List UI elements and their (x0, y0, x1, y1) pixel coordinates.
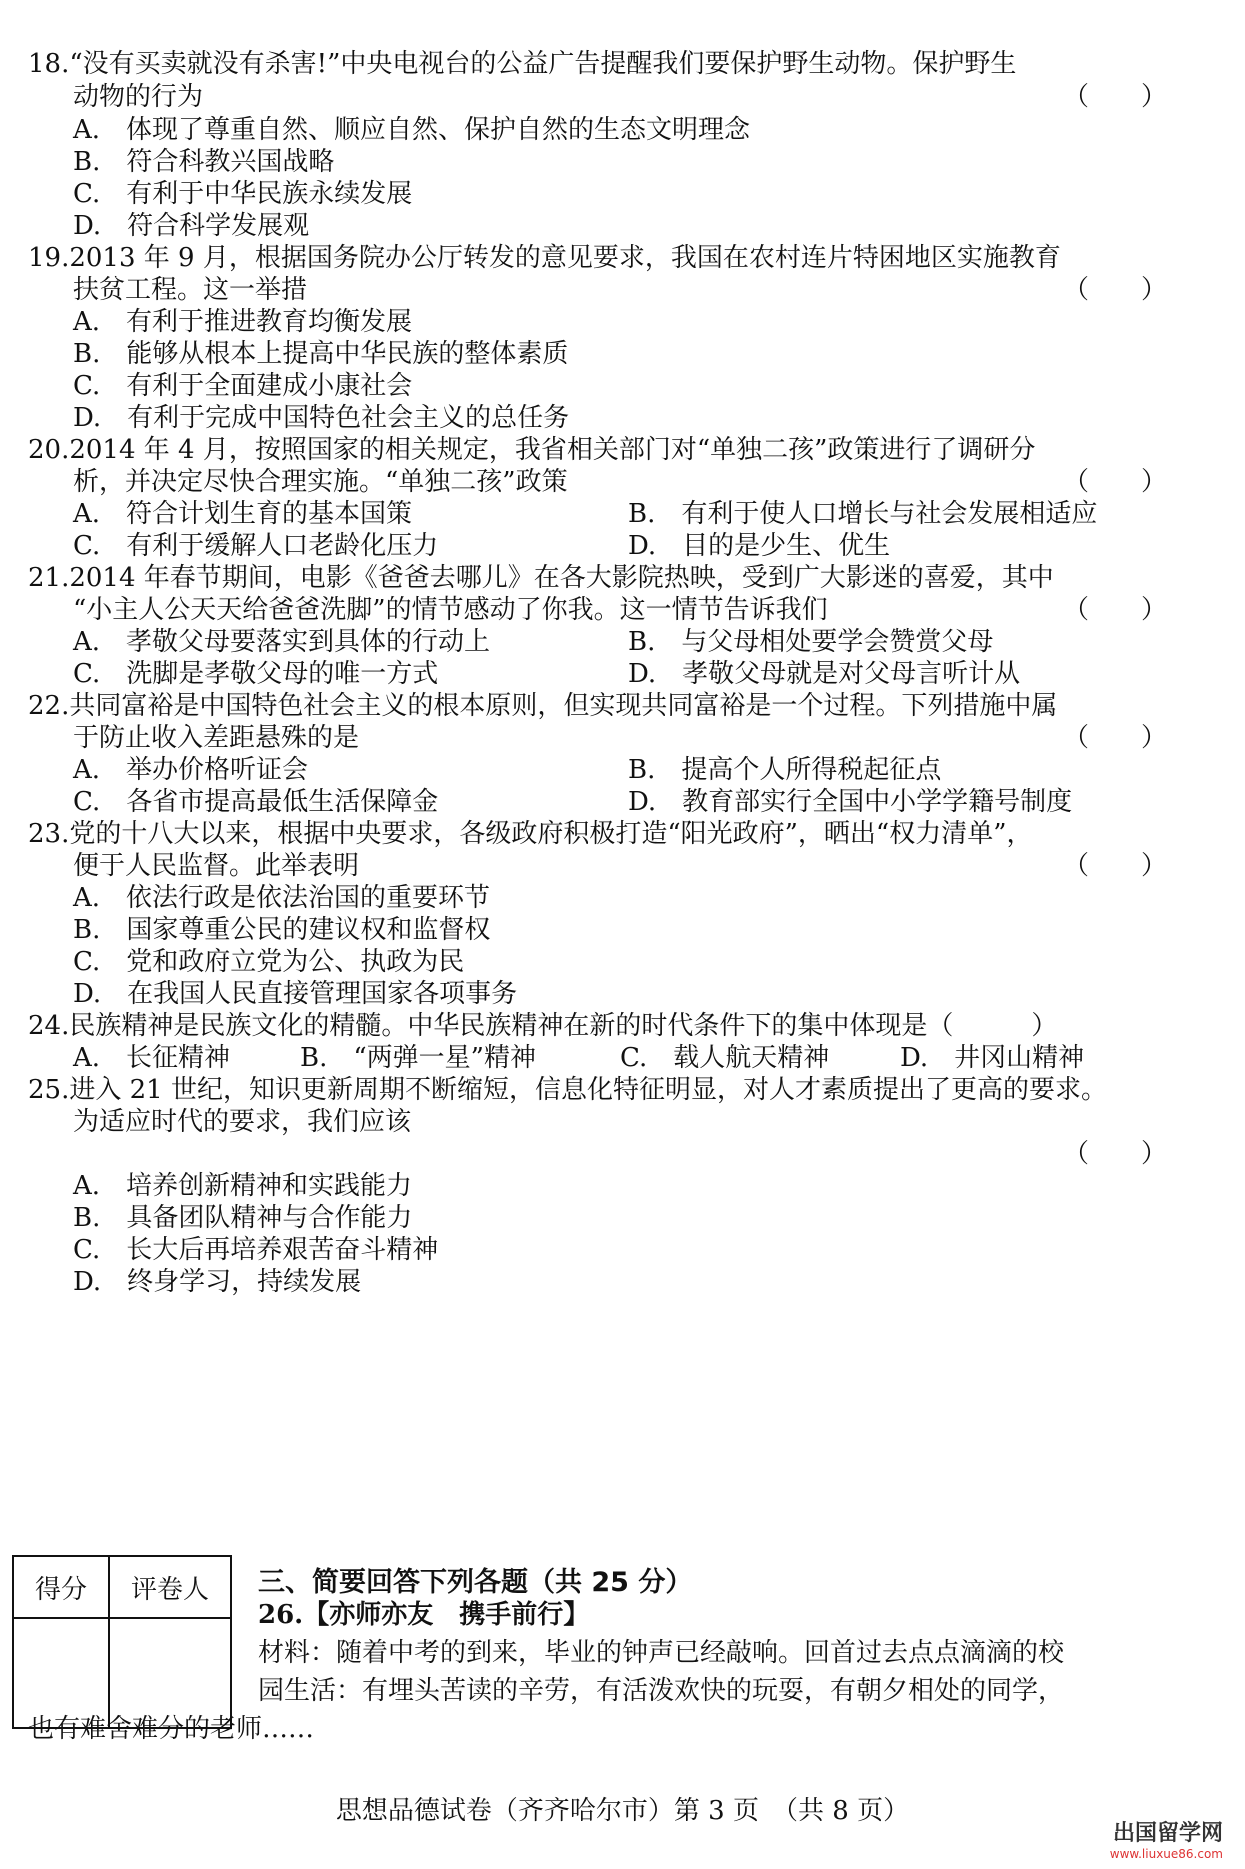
q18-answer-paren: （ ） (1062, 82, 1167, 112)
q19-option-a: A. 有利于推进教育均衡发展 (73, 307, 413, 337)
score-header-cell: 得分 (13, 1556, 109, 1618)
q22-option-a: A. 举办价格听证会 (73, 755, 309, 785)
q23-stem-line1: 23.党的十八大以来，根据中央要求，各级政府积极打造“阳光政府”，晒出“权力清单”， (28, 819, 1033, 849)
q18-option-d: D. 符合科学发展观 (73, 211, 310, 241)
q19-option-b: B. 能够从根本上提高中华民族的整体素质 (73, 339, 569, 369)
q21-option-d: D. 孝敬父母就是对父母言听计从 (628, 659, 1021, 689)
watermark-url: www.liuxue86.com (1109, 1847, 1223, 1861)
q22-stem-line2: 于防止收入差距悬殊的是 (73, 723, 360, 753)
q19-stem-line1: 19.2013 年 9 月，根据国务院办公厅转发的意见要求，我国在农村连片特困地区实施教育 (28, 243, 1061, 273)
q22-option-c: C. 各省市提高最低生活保障金 (73, 787, 439, 817)
q25-option-b: B. 具备团队精神与合作能力 (73, 1203, 413, 1233)
q25-stem-line2: 为适应时代的要求，我们应该 (73, 1107, 412, 1137)
watermark-name: 出国留学网 (1112, 1821, 1223, 1846)
q20-option-d: D. 目的是少生、优生 (628, 531, 891, 561)
q21-answer-paren: （ ） (1062, 595, 1167, 625)
q25-option-a: A. 培养创新精神和实践能力 (73, 1171, 413, 1201)
q24-stem: 24.民族精神是民族文化的精髓。中华民族精神在新的时代条件下的集中体现是（ ） (28, 1011, 1058, 1041)
q24-option-d: D. 井冈山精神 (900, 1043, 1085, 1073)
q19-option-d: D. 有利于完成中国特色社会主义的总任务 (73, 403, 570, 433)
q23-answer-paren: （ ） (1062, 851, 1167, 881)
page-footer: 思想品德试卷（齐齐哈尔市）第 3 页 （共 8 页） (335, 1796, 910, 1826)
q21-option-a: A. 孝敬父母要落实到具体的行动上 (73, 627, 491, 657)
q18-option-b: B. 符合科教兴国战略 (73, 147, 335, 177)
q24-option-c: C. 载人航天精神 (620, 1043, 830, 1073)
q26-material-line3: 也有难舍难分的老师…… (28, 1714, 315, 1744)
q25-answer-paren: （ ） (1062, 1139, 1167, 1169)
score-table (12, 1555, 232, 1729)
q18-option-c: C. 有利于中华民族永续发展 (73, 179, 413, 209)
watermark-logo (1110, 1816, 1223, 1861)
q21-stem-line1: 21.2014 年春节期间，电影《爸爸去哪儿》在各大影院热映，受到广大影迷的喜爱，其中 (28, 563, 1054, 593)
q20-option-b: B. 有利于使人口增长与社会发展相适应 (628, 499, 1098, 529)
q25-option-d: D. 终身学习，持续发展 (73, 1267, 362, 1297)
q22-option-d: D. 教育部实行全国中小学学籍号制度 (628, 787, 1073, 817)
section-title: 三、简要回答下列各题（共 25 分） (258, 1567, 693, 1598)
q18-stem-line1: 18.“没有买卖就没有杀害!”中央电视台的公益广告提醒我们要保护野生动物。保护野生 (28, 49, 1017, 79)
q22-stem-line1: 22.共同富裕是中国特色社会主义的根本原则，但实现共同富裕是一个过程。下列措施中属 (28, 691, 1058, 721)
q26-material-line2: 园生活：有埋头苦读的辛劳，有活泼欢快的玩耍，有朝夕相处的同学， (258, 1676, 1065, 1706)
q23-option-b: B. 国家尊重公民的建议权和监督权 (73, 915, 491, 945)
q21-stem-line2: “小主人公天天给爸爸洗脚”的情节感动了你我。这一情节告诉我们 (73, 595, 828, 625)
q21-option-c: C. 洗脚是孝敬父母的唯一方式 (73, 659, 439, 689)
q23-stem-line2: 便于人民监督。此举表明 (73, 851, 360, 881)
q22-option-b: B. 提高个人所得税起征点 (628, 755, 942, 785)
q26-title: 26.【亦师亦友 携手前行】 (258, 1600, 590, 1630)
q20-stem-line2: 析，并决定尽快合理实施。“单独二孩”政策 (73, 467, 568, 497)
q19-stem-line2: 扶贫工程。这一举措 (73, 275, 308, 305)
q24-option-a: A. 长征精神 (73, 1043, 231, 1073)
q23-option-c: C. 党和政府立党为公、执政为民 (73, 947, 465, 977)
q19-option-c: C. 有利于全面建成小康社会 (73, 371, 413, 401)
q20-answer-paren: （ ） (1062, 467, 1167, 497)
q25-option-c: C. 长大后再培养艰苦奋斗精神 (73, 1235, 439, 1265)
q19-answer-paren: （ ） (1062, 275, 1167, 305)
q24-option-b: B. “两弹一星”精神 (300, 1043, 536, 1073)
q18-stem-line2: 动物的行为 (73, 82, 204, 112)
q23-option-d: D. 在我国人民直接管理国家各项事务 (73, 979, 518, 1009)
q22-answer-paren: （ ） (1062, 723, 1167, 753)
q25-stem-line1: 25.进入 21 世纪，知识更新周期不断缩短，信息化特征明显，对人才素质提出了更高的要求。 (28, 1075, 1107, 1105)
q21-option-b: B. 与父母相处要学会赞赏父母 (628, 627, 994, 657)
q26-material-line1: 材料：随着中考的到来，毕业的钟声已经敲响。回首过去点点滴滴的校 (258, 1638, 1065, 1668)
q20-stem-line1: 20.2014 年 4 月，按照国家的相关规定，我省相关部门对“单独二孩”政策进行了调研分 (28, 435, 1036, 465)
q18-option-a: A. 体现了尊重自然、顺应自然、保护自然的生态文明理念 (73, 115, 751, 145)
q20-option-c: C. 有利于缓解人口老龄化压力 (73, 531, 439, 561)
grader-header-cell: 评卷人 (109, 1556, 231, 1618)
q23-option-a: A. 依法行政是依法治国的重要环节 (73, 883, 491, 913)
q20-option-a: A. 符合计划生育的基本国策 (73, 499, 413, 529)
